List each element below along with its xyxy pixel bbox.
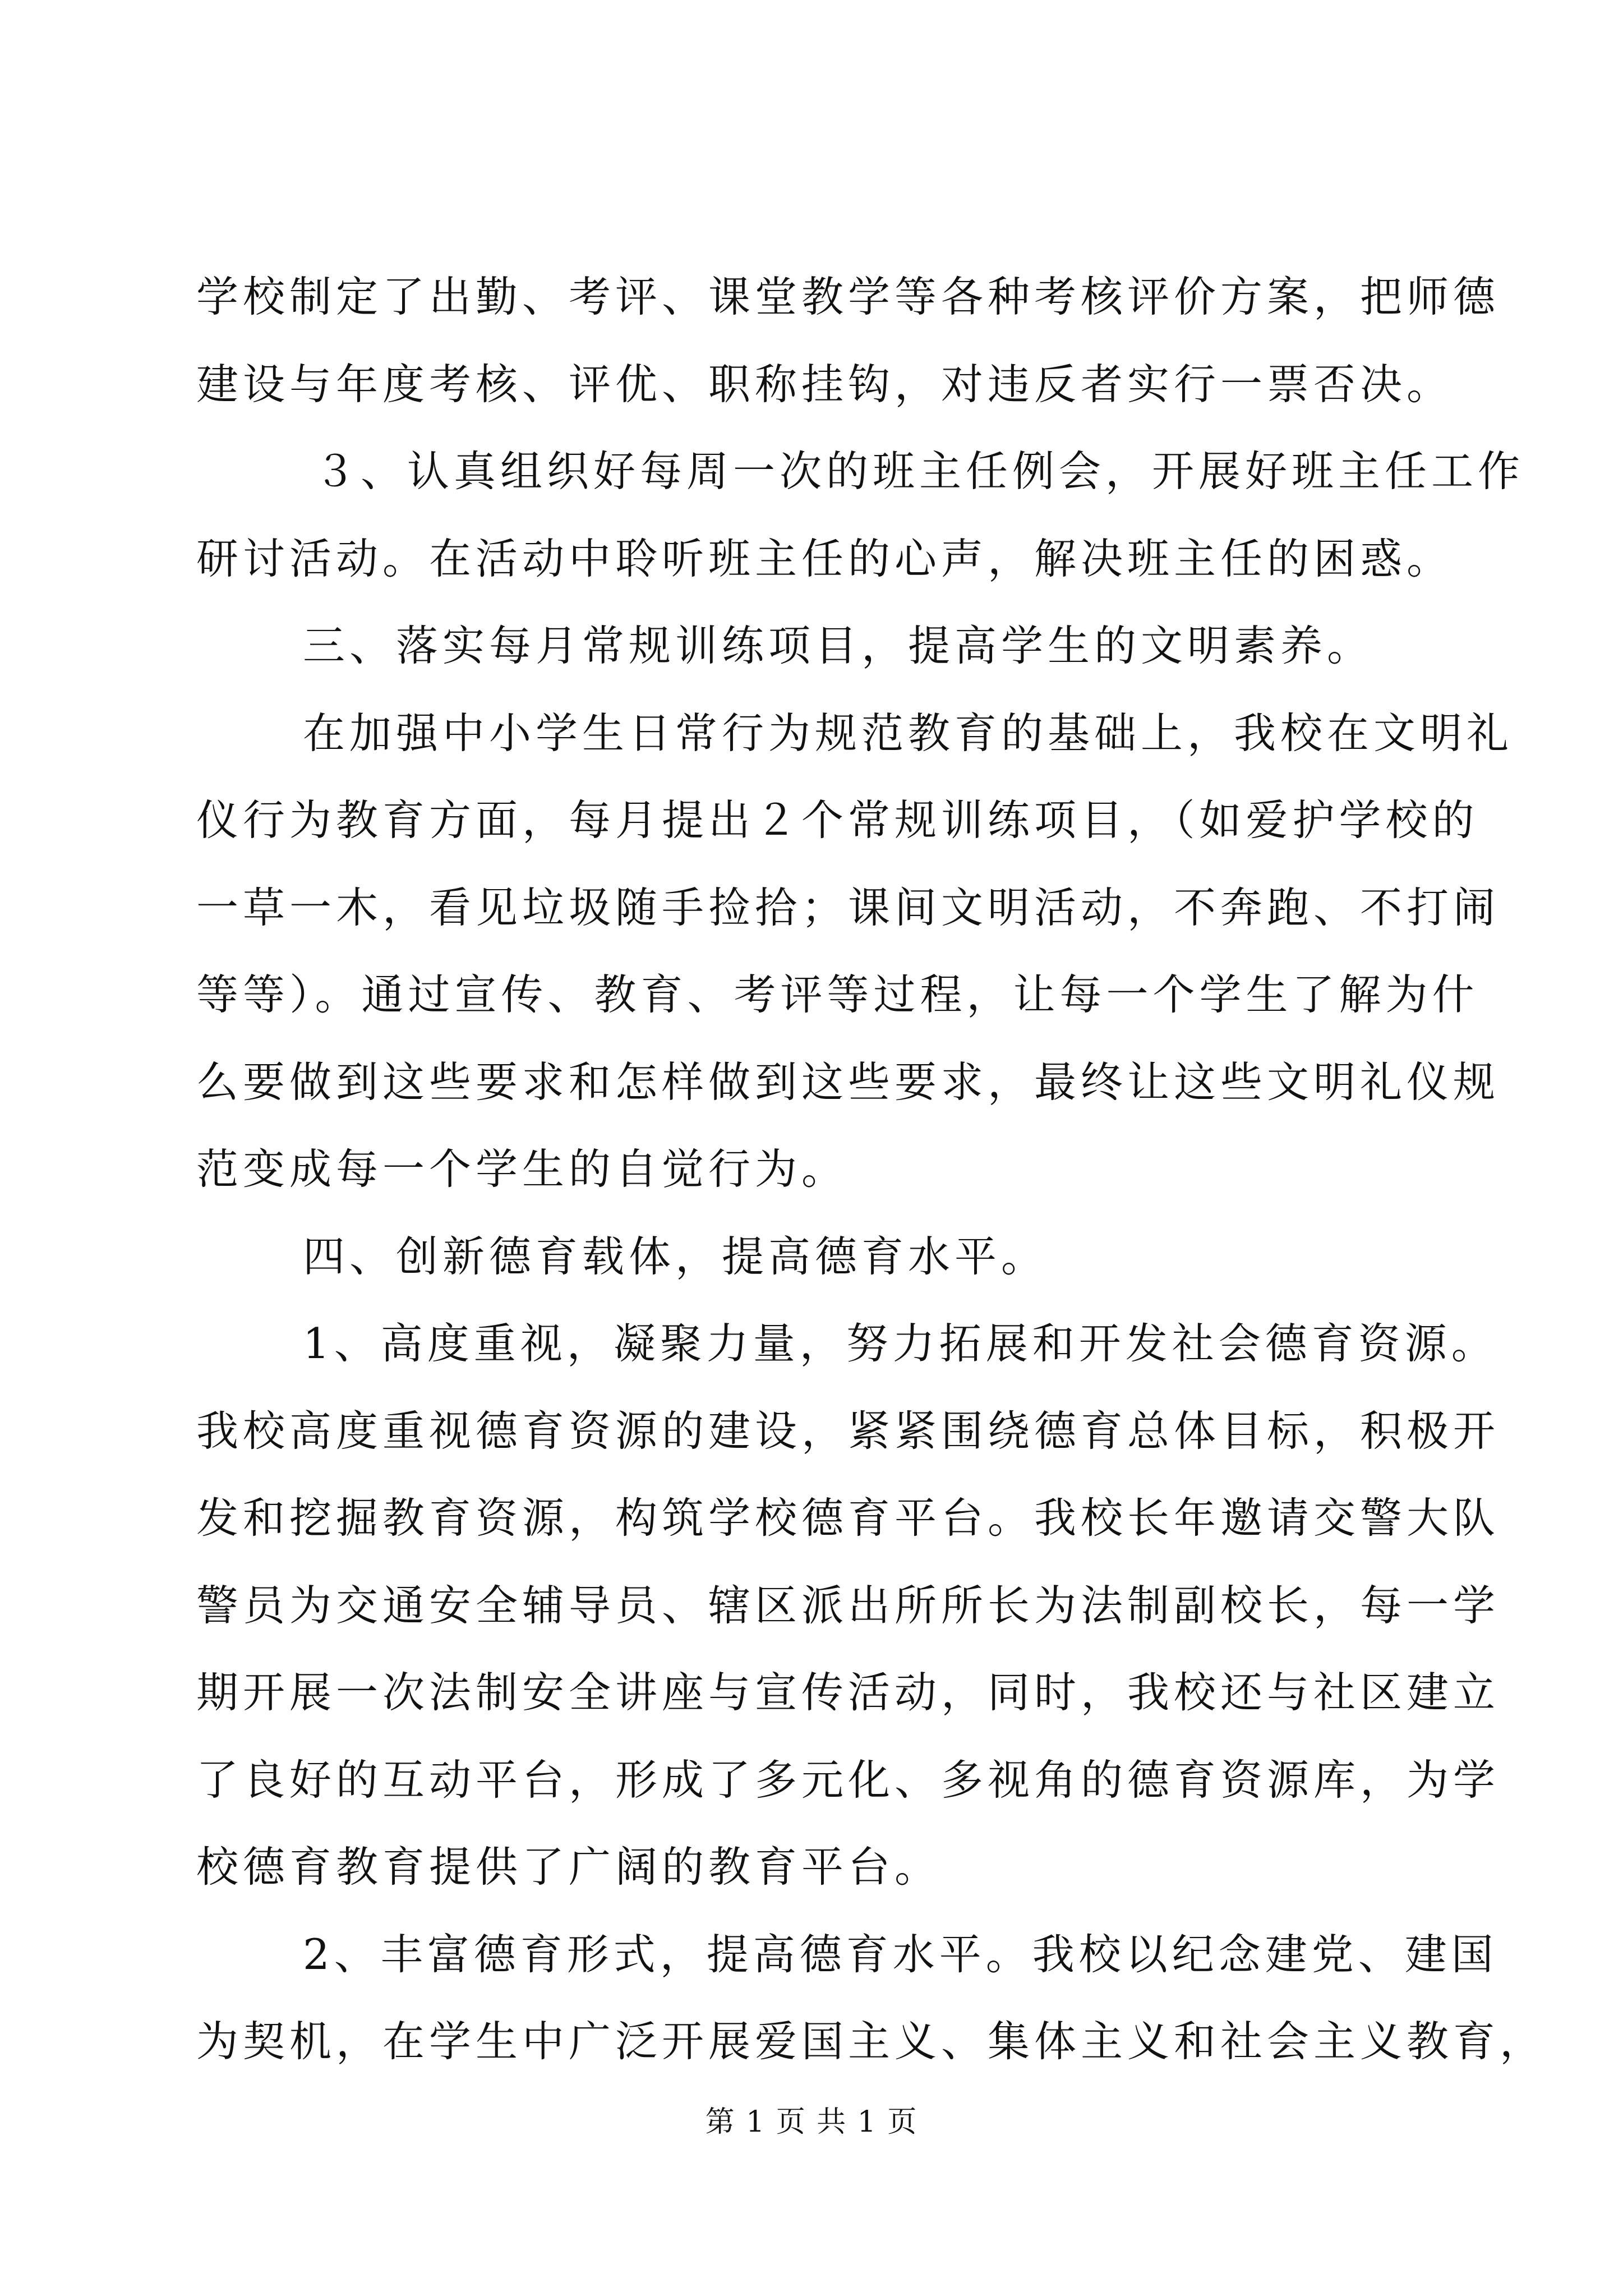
text-line: 期开展一次法制安全讲座与宣传活动，同时，我校还与社区建立 [196, 1668, 1500, 1717]
text-line: 校德育教育提供了广阔的教育平台。 [196, 1842, 942, 1892]
text-line: 范变成每一个学生的自觉行为。 [196, 1144, 849, 1194]
text-line: 等等）。通过宣传、教育、考评等过程，让每一个学生了解为什 [196, 970, 1479, 1019]
text-line: 警员为交通安全辅导员、辖区派出所所长为法制副校长，每一学 [196, 1580, 1500, 1630]
text-line: 1、高度重视，凝聚力量，努力拓展和开发社会德育资源。 [303, 1319, 1498, 1368]
section-heading: 三、落实每月常规训练项目，提高学生的文明素养。 [303, 621, 1374, 670]
text-line: 仪行为教育方面，每月提出２个常规训练项目，（如爱护学校的 [196, 795, 1479, 845]
section-heading: 四、创新德育载体，提高德育水平。 [303, 1231, 1048, 1281]
text-line: 在加强中小学生日常行为规范教育的基础上，我校在文明礼 [303, 708, 1514, 758]
document-body [196, 254, 1547, 2086]
text-line: 2、丰富德育形式，提高德育水平。我校以纪念建党、建国 [303, 1929, 1498, 1979]
text-line: 研讨活动。在活动中聆听班主任的心声，解决班主任的困惑。 [196, 533, 1454, 583]
page-footer: 第 1 页 共 1 页 [705, 2105, 918, 2139]
text-line: 发和挖掘教育资源，构筑学校德育平台。我校长年邀请交警大队 [196, 1493, 1500, 1543]
text-line: 一草一木，看见垃圾随手捡拾；课间文明活动，不奔跑、不打闹 [196, 882, 1500, 932]
text-line: 学校制定了出勤、考评、课堂教学等各种考核评价方案，把师德 [196, 272, 1500, 321]
text-line: 建设与年度考核、评优、职称挂钩，对违反者实行一票否决。 [196, 359, 1454, 409]
text-line: 么要做到这些要求和怎样做到这些要求，最终让这些文明礼仪规 [196, 1057, 1500, 1107]
text-line: 了良好的互动平台，形成了多元化、多视角的德育资源库，为学 [196, 1755, 1500, 1805]
text-line: ３、认真组织好每周一次的班主任例会，开展好班主任工作 [314, 447, 1525, 496]
text-line: 我校高度重视德育资源的建设，紧紧围绕德育总体目标，积极开 [196, 1406, 1500, 1456]
text-line: 为契机，在学生中广泛开展爱国主义、集体主义和社会主义教育， [196, 2017, 1547, 2066]
